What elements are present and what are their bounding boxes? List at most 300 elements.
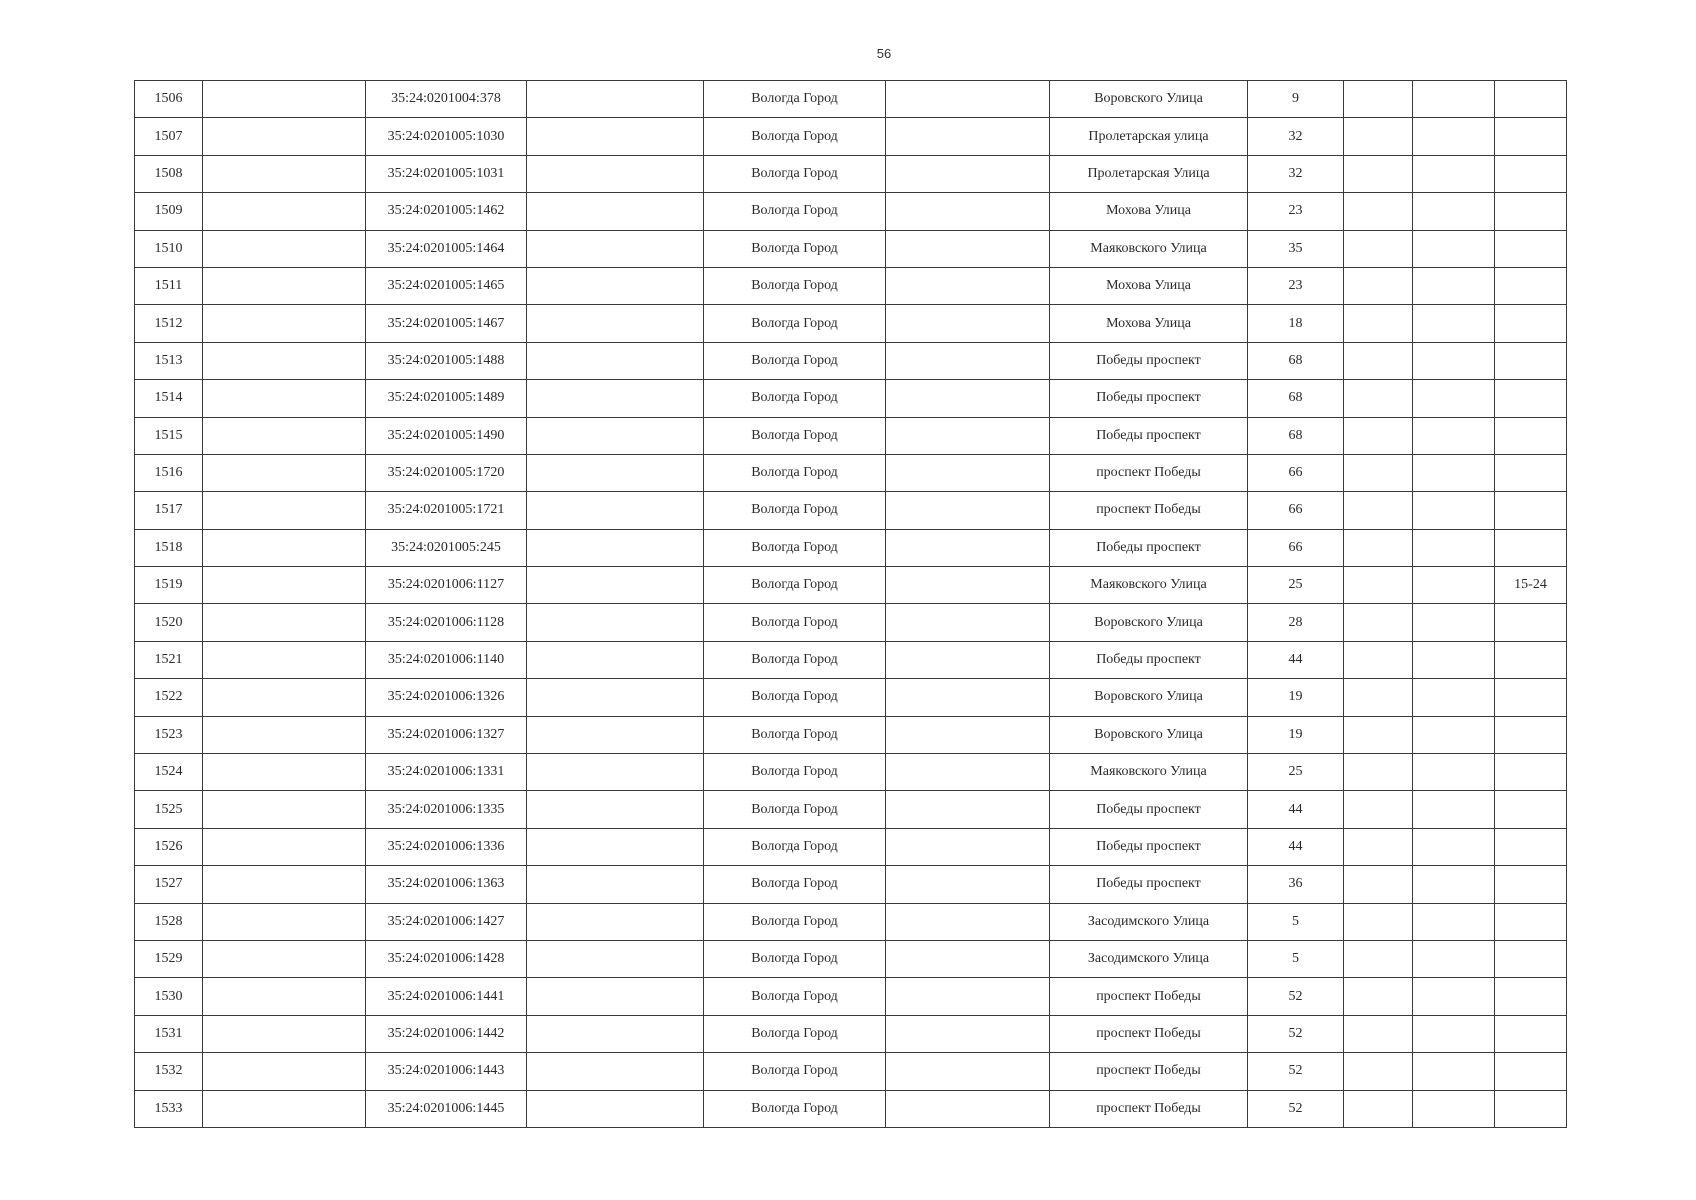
house-number-cell: 32 [1248, 155, 1344, 192]
table-row [135, 754, 1567, 791]
city-cell: Вологда Город [704, 492, 886, 529]
empty-cell [886, 903, 1050, 940]
empty-cell [886, 380, 1050, 417]
empty-cell [1413, 342, 1495, 379]
city-cell: Вологда Город [704, 193, 886, 230]
empty-cell [203, 193, 366, 230]
extra-cell [1495, 492, 1567, 529]
row-number-cell: 1509 [135, 193, 203, 230]
empty-cell [527, 940, 704, 977]
city-cell: Вологда Город [704, 716, 886, 753]
cadastral-number-cell: 35:24:0201006:1442 [366, 1015, 527, 1052]
house-number-cell: 68 [1248, 342, 1344, 379]
empty-cell [203, 679, 366, 716]
house-number-cell: 25 [1248, 567, 1344, 604]
city-cell: Вологда Город [704, 1015, 886, 1052]
empty-cell [1413, 604, 1495, 641]
empty-cell [527, 342, 704, 379]
empty-cell [886, 791, 1050, 828]
house-number-cell: 19 [1248, 679, 1344, 716]
empty-cell [203, 940, 366, 977]
empty-cell [886, 1090, 1050, 1127]
empty-cell [1344, 380, 1413, 417]
cadastral-number-cell: 35:24:0201005:1462 [366, 193, 527, 230]
row-number-cell: 1516 [135, 454, 203, 491]
table-row [135, 380, 1567, 417]
street-cell: Маяковского Улица [1050, 754, 1248, 791]
street-cell: Победы проспект [1050, 866, 1248, 903]
empty-cell [886, 940, 1050, 977]
cadastral-number-cell: 35:24:0201006:1326 [366, 679, 527, 716]
empty-cell [886, 679, 1050, 716]
empty-cell [203, 716, 366, 753]
street-cell: Победы проспект [1050, 417, 1248, 454]
house-number-cell: 44 [1248, 791, 1344, 828]
row-number-cell: 1521 [135, 641, 203, 678]
city-cell: Вологда Город [704, 1053, 886, 1090]
cadastral-number-cell: 35:24:0201005:1464 [366, 230, 527, 267]
extra-cell [1495, 679, 1567, 716]
empty-cell [886, 866, 1050, 903]
cadastral-number-cell: 35:24:0201006:1140 [366, 641, 527, 678]
empty-cell [1413, 567, 1495, 604]
table-row [135, 492, 1567, 529]
empty-cell [886, 492, 1050, 529]
empty-cell [203, 641, 366, 678]
cadastral-number-cell: 35:24:0201006:1445 [366, 1090, 527, 1127]
street-cell: Маяковского Улица [1050, 230, 1248, 267]
empty-cell [1344, 81, 1413, 118]
row-number-cell: 1514 [135, 380, 203, 417]
empty-cell [527, 604, 704, 641]
extra-cell [1495, 230, 1567, 267]
empty-cell [1344, 267, 1413, 304]
extra-cell [1495, 81, 1567, 118]
empty-cell [1413, 978, 1495, 1015]
empty-cell [527, 866, 704, 903]
cadastral-number-cell: 35:24:0201006:1427 [366, 903, 527, 940]
empty-cell [1344, 866, 1413, 903]
empty-cell [1344, 978, 1413, 1015]
page-number: 56 [876, 46, 892, 61]
table-row [135, 267, 1567, 304]
house-number-cell: 52 [1248, 1090, 1344, 1127]
empty-cell [1413, 716, 1495, 753]
empty-cell [886, 567, 1050, 604]
extra-cell [1495, 1090, 1567, 1127]
street-cell: проспект Победы [1050, 492, 1248, 529]
street-cell: Победы проспект [1050, 641, 1248, 678]
house-number-cell: 28 [1248, 604, 1344, 641]
empty-cell [1344, 604, 1413, 641]
empty-cell [527, 1053, 704, 1090]
register-table [134, 80, 1567, 1128]
empty-cell [1344, 230, 1413, 267]
row-number-cell: 1522 [135, 679, 203, 716]
empty-cell [886, 529, 1050, 566]
extra-cell [1495, 118, 1567, 155]
table-row [135, 1053, 1567, 1090]
row-number-cell: 1528 [135, 903, 203, 940]
row-number-cell: 1527 [135, 866, 203, 903]
extra-cell [1495, 978, 1567, 1015]
row-number-cell: 1525 [135, 791, 203, 828]
cadastral-number-cell: 35:24:0201006:1331 [366, 754, 527, 791]
cadastral-number-cell: 35:24:0201006:1443 [366, 1053, 527, 1090]
row-number-cell: 1520 [135, 604, 203, 641]
empty-cell [203, 754, 366, 791]
empty-cell [1344, 454, 1413, 491]
extra-cell: 15-24 [1495, 567, 1567, 604]
empty-cell [1413, 155, 1495, 192]
street-cell: Пролетарская Улица [1050, 155, 1248, 192]
empty-cell [527, 305, 704, 342]
empty-cell [886, 81, 1050, 118]
table-row [135, 903, 1567, 940]
table-row [135, 604, 1567, 641]
empty-cell [886, 230, 1050, 267]
empty-cell [886, 754, 1050, 791]
extra-cell [1495, 342, 1567, 379]
empty-cell [886, 305, 1050, 342]
table-row [135, 641, 1567, 678]
table-row [135, 940, 1567, 977]
city-cell: Вологда Город [704, 754, 886, 791]
empty-cell [527, 492, 704, 529]
row-number-cell: 1533 [135, 1090, 203, 1127]
empty-cell [203, 454, 366, 491]
table-row [135, 978, 1567, 1015]
row-number-cell: 1523 [135, 716, 203, 753]
street-cell: Пролетарская улица [1050, 118, 1248, 155]
row-number-cell: 1512 [135, 305, 203, 342]
extra-cell [1495, 1053, 1567, 1090]
cadastral-number-cell: 35:24:0201006:1363 [366, 866, 527, 903]
city-cell: Вологда Город [704, 380, 886, 417]
house-number-cell: 32 [1248, 118, 1344, 155]
extra-cell [1495, 155, 1567, 192]
empty-cell [527, 1090, 704, 1127]
extra-cell [1495, 791, 1567, 828]
cadastral-number-cell: 35:24:0201005:1490 [366, 417, 527, 454]
row-number-cell: 1511 [135, 267, 203, 304]
empty-cell [1413, 417, 1495, 454]
empty-cell [1344, 791, 1413, 828]
row-number-cell: 1532 [135, 1053, 203, 1090]
house-number-cell: 44 [1248, 828, 1344, 865]
empty-cell [527, 267, 704, 304]
empty-cell [1344, 193, 1413, 230]
street-cell: проспект Победы [1050, 1053, 1248, 1090]
empty-cell [203, 1015, 366, 1052]
street-cell: Засодимского Улица [1050, 903, 1248, 940]
row-number-cell: 1526 [135, 828, 203, 865]
street-cell: Победы проспект [1050, 529, 1248, 566]
house-number-cell: 52 [1248, 978, 1344, 1015]
empty-cell [203, 567, 366, 604]
empty-cell [527, 155, 704, 192]
empty-cell [1413, 754, 1495, 791]
city-cell: Вологда Город [704, 866, 886, 903]
city-cell: Вологда Город [704, 155, 886, 192]
empty-cell [203, 118, 366, 155]
city-cell: Вологда Город [704, 267, 886, 304]
empty-cell [886, 978, 1050, 1015]
empty-cell [527, 641, 704, 678]
cadastral-number-cell: 35:24:0201005:1031 [366, 155, 527, 192]
empty-cell [527, 567, 704, 604]
empty-cell [1413, 903, 1495, 940]
city-cell: Вологда Город [704, 940, 886, 977]
empty-cell [1413, 193, 1495, 230]
house-number-cell: 44 [1248, 641, 1344, 678]
street-cell: Маяковского Улица [1050, 567, 1248, 604]
cadastral-number-cell: 35:24:0201006:1428 [366, 940, 527, 977]
empty-cell [527, 716, 704, 753]
empty-cell [1344, 492, 1413, 529]
empty-cell [1344, 754, 1413, 791]
city-cell: Вологда Город [704, 641, 886, 678]
street-cell: Победы проспект [1050, 380, 1248, 417]
row-number-cell: 1515 [135, 417, 203, 454]
empty-cell [527, 529, 704, 566]
table-row [135, 529, 1567, 566]
house-number-cell: 19 [1248, 716, 1344, 753]
empty-cell [1344, 155, 1413, 192]
empty-cell [1344, 1090, 1413, 1127]
cadastral-number-cell: 35:24:0201005:1720 [366, 454, 527, 491]
empty-cell [203, 380, 366, 417]
table-row [135, 305, 1567, 342]
street-cell: Победы проспект [1050, 828, 1248, 865]
house-number-cell: 52 [1248, 1053, 1344, 1090]
empty-cell [886, 716, 1050, 753]
house-number-cell: 66 [1248, 529, 1344, 566]
row-number-cell: 1530 [135, 978, 203, 1015]
empty-cell [203, 305, 366, 342]
empty-cell [1413, 118, 1495, 155]
city-cell: Вологда Город [704, 604, 886, 641]
empty-cell [527, 81, 704, 118]
city-cell: Вологда Город [704, 1090, 886, 1127]
empty-cell [886, 155, 1050, 192]
empty-cell [203, 267, 366, 304]
house-number-cell: 36 [1248, 866, 1344, 903]
empty-cell [886, 118, 1050, 155]
table-row [135, 417, 1567, 454]
street-cell: Мохова Улица [1050, 305, 1248, 342]
table-row [135, 193, 1567, 230]
empty-cell [203, 155, 366, 192]
empty-cell [886, 267, 1050, 304]
city-cell: Вологда Город [704, 978, 886, 1015]
house-number-cell: 5 [1248, 903, 1344, 940]
extra-cell [1495, 267, 1567, 304]
extra-cell [1495, 940, 1567, 977]
extra-cell [1495, 754, 1567, 791]
table-row [135, 118, 1567, 155]
table-row [135, 791, 1567, 828]
street-cell: Воровского Улица [1050, 716, 1248, 753]
row-number-cell: 1506 [135, 81, 203, 118]
table-row [135, 454, 1567, 491]
house-number-cell: 66 [1248, 454, 1344, 491]
empty-cell [203, 342, 366, 379]
extra-cell [1495, 380, 1567, 417]
empty-cell [203, 828, 366, 865]
table-row [135, 155, 1567, 192]
empty-cell [1413, 1053, 1495, 1090]
empty-cell [203, 1053, 366, 1090]
empty-cell [1344, 118, 1413, 155]
extra-cell [1495, 604, 1567, 641]
empty-cell [1413, 791, 1495, 828]
cadastral-number-cell: 35:24:0201005:1467 [366, 305, 527, 342]
row-number-cell: 1531 [135, 1015, 203, 1052]
cadastral-number-cell: 35:24:0201005:245 [366, 529, 527, 566]
empty-cell [1344, 417, 1413, 454]
empty-cell [527, 1015, 704, 1052]
empty-cell [1413, 1090, 1495, 1127]
empty-cell [1413, 828, 1495, 865]
table-row [135, 567, 1567, 604]
empty-cell [1344, 1015, 1413, 1052]
empty-cell [1344, 641, 1413, 678]
table-row [135, 716, 1567, 753]
row-number-cell: 1518 [135, 529, 203, 566]
row-number-cell: 1529 [135, 940, 203, 977]
house-number-cell: 25 [1248, 754, 1344, 791]
street-cell: Воровского Улица [1050, 81, 1248, 118]
street-cell: проспект Победы [1050, 1015, 1248, 1052]
city-cell: Вологда Город [704, 118, 886, 155]
empty-cell [886, 604, 1050, 641]
table-row [135, 230, 1567, 267]
empty-cell [1413, 679, 1495, 716]
empty-cell [203, 529, 366, 566]
cadastral-number-cell: 35:24:0201005:1488 [366, 342, 527, 379]
city-cell: Вологда Город [704, 81, 886, 118]
extra-cell [1495, 866, 1567, 903]
street-cell: Воровского Улица [1050, 604, 1248, 641]
empty-cell [886, 342, 1050, 379]
table-row [135, 866, 1567, 903]
empty-cell [886, 1015, 1050, 1052]
extra-cell [1495, 417, 1567, 454]
empty-cell [1344, 679, 1413, 716]
table-row [135, 81, 1567, 118]
cadastral-number-cell: 35:24:0201005:1030 [366, 118, 527, 155]
empty-cell [1413, 1015, 1495, 1052]
extra-cell [1495, 305, 1567, 342]
empty-cell [527, 380, 704, 417]
city-cell: Вологда Город [704, 417, 886, 454]
street-cell: Победы проспект [1050, 791, 1248, 828]
house-number-cell: 68 [1248, 380, 1344, 417]
empty-cell [203, 604, 366, 641]
empty-cell [1344, 1053, 1413, 1090]
city-cell: Вологда Город [704, 679, 886, 716]
city-cell: Вологда Город [704, 454, 886, 491]
empty-cell [886, 417, 1050, 454]
city-cell: Вологда Город [704, 903, 886, 940]
street-cell: проспект Победы [1050, 454, 1248, 491]
empty-cell [1413, 81, 1495, 118]
street-cell: Мохова Улица [1050, 267, 1248, 304]
city-cell: Вологда Город [704, 230, 886, 267]
empty-cell [1344, 529, 1413, 566]
row-number-cell: 1508 [135, 155, 203, 192]
empty-cell [203, 492, 366, 529]
row-number-cell: 1507 [135, 118, 203, 155]
extra-cell [1495, 529, 1567, 566]
house-number-cell: 66 [1248, 492, 1344, 529]
street-cell: Засодимского Улица [1050, 940, 1248, 977]
house-number-cell: 35 [1248, 230, 1344, 267]
empty-cell [527, 679, 704, 716]
table-row [135, 342, 1567, 379]
street-cell: проспект Победы [1050, 1090, 1248, 1127]
table-body [135, 81, 1567, 1128]
empty-cell [527, 230, 704, 267]
empty-cell [203, 791, 366, 828]
empty-cell [527, 903, 704, 940]
empty-cell [527, 118, 704, 155]
empty-cell [1344, 305, 1413, 342]
empty-cell [886, 641, 1050, 678]
cadastral-number-cell: 35:24:0201006:1327 [366, 716, 527, 753]
empty-cell [203, 417, 366, 454]
empty-cell [203, 230, 366, 267]
cadastral-number-cell: 35:24:0201006:1128 [366, 604, 527, 641]
empty-cell [203, 903, 366, 940]
extra-cell [1495, 716, 1567, 753]
street-cell: проспект Победы [1050, 978, 1248, 1015]
empty-cell [527, 754, 704, 791]
city-cell: Вологда Город [704, 567, 886, 604]
empty-cell [527, 828, 704, 865]
cadastral-number-cell: 35:24:0201006:1336 [366, 828, 527, 865]
cadastral-number-cell: 35:24:0201005:1465 [366, 267, 527, 304]
empty-cell [1413, 641, 1495, 678]
empty-cell [886, 193, 1050, 230]
city-cell: Вологда Город [704, 305, 886, 342]
cadastral-number-cell: 35:24:0201006:1127 [366, 567, 527, 604]
city-cell: Вологда Город [704, 529, 886, 566]
cadastral-number-cell: 35:24:0201006:1335 [366, 791, 527, 828]
empty-cell [527, 193, 704, 230]
empty-cell [1413, 454, 1495, 491]
house-number-cell: 18 [1248, 305, 1344, 342]
empty-cell [527, 417, 704, 454]
table-row [135, 1090, 1567, 1127]
street-cell: Победы проспект [1050, 342, 1248, 379]
empty-cell [527, 978, 704, 1015]
empty-cell [203, 978, 366, 1015]
house-number-cell: 68 [1248, 417, 1344, 454]
empty-cell [1344, 716, 1413, 753]
row-number-cell: 1513 [135, 342, 203, 379]
extra-cell [1495, 454, 1567, 491]
extra-cell [1495, 1015, 1567, 1052]
extra-cell [1495, 193, 1567, 230]
row-number-cell: 1519 [135, 567, 203, 604]
empty-cell [1344, 903, 1413, 940]
empty-cell [886, 828, 1050, 865]
cadastral-number-cell: 35:24:0201006:1441 [366, 978, 527, 1015]
house-number-cell: 5 [1248, 940, 1344, 977]
row-number-cell: 1524 [135, 754, 203, 791]
